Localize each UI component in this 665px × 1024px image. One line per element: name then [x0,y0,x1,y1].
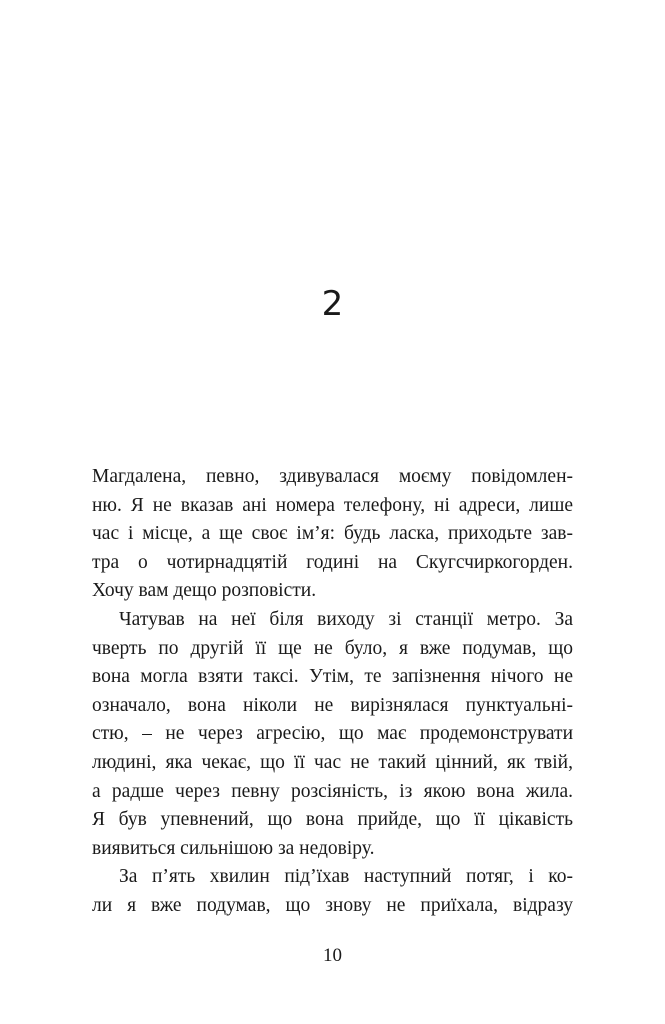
text-line: За п’ять хвилин під’їхав наступний потяг, і ко- [119,866,573,888]
paragraph-3 [92,863,573,920]
text-line: а радше через певну розсіяність, із якою вона жила. [92,780,573,802]
text-line: час і місце, а ще своє ім’я: будь ласка, приходьте зав- [92,523,573,545]
text-line: чверть по другій її ще не було, я вже подумав, що [92,637,573,659]
text-line: виявиться сильнішою за недовіру. [92,837,375,859]
chapter-number: 2 [321,284,344,324]
body-text [92,463,573,921]
text-line: стю, – не через агресію, що має продемонструвати [92,723,573,745]
text-line: Хочу вам дещо розповісти. [92,580,317,602]
text-line: ню. Я не вказав ані номера телефону, ні адреси, лише [92,494,573,516]
text-line: Чатував на неї біля виходу зі станції метро. За [119,608,573,630]
page-number: 10 [323,945,342,966]
text-line: тра о чотирнадцятій годині на Скугсчиркогорден. [92,551,573,573]
paragraph-1 [92,463,573,606]
text-line: вона могла взяти таксі. Утім, те запізнення нічого не [92,666,573,688]
text-line: ли я вже подумав, що знову не приїхала, відразу [92,894,573,916]
text-line: Магдалена, певно, здивувалася моєму повідомлен- [92,466,573,487]
text-line: людині, яка чекає, що її час не такий цінний, як твій, [92,751,573,773]
text-line: Я був упевнений, що вона прийде, що її цікавість [92,809,573,831]
text-line: означало, вона ніколи не вирізнялася пунктуальні- [92,694,573,716]
paragraph-2 [92,606,573,863]
